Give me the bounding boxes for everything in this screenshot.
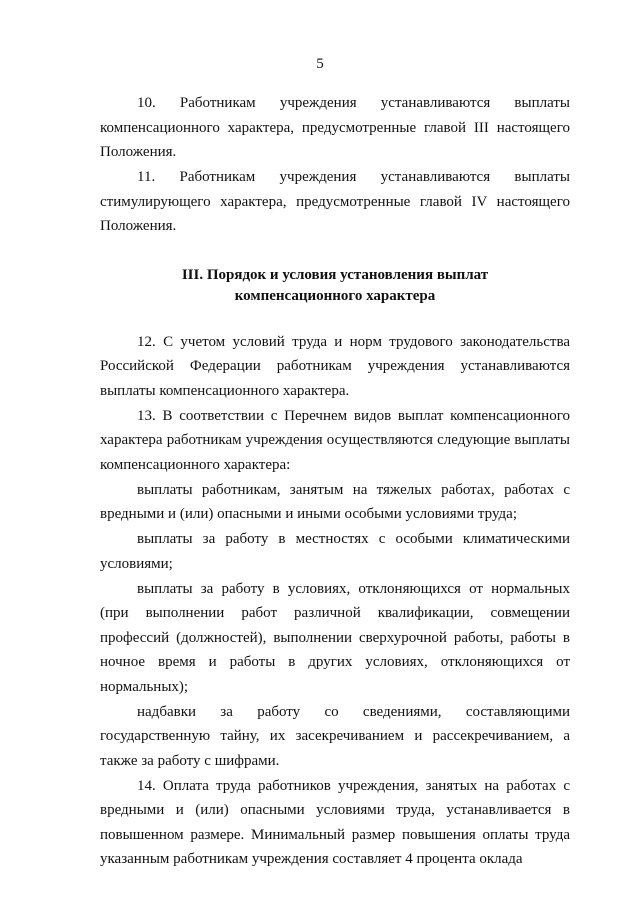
list-item-climate: выплаты за работу в местностях с особыми климатическими условиями; <box>100 531 570 572</box>
paragraph-12: 12. С учетом условий труда и норм трудового законодательства Российской Федерации работникам учреждения устанавливаются выплаты компенсационного характера. <box>100 333 570 399</box>
section-heading <box>100 265 570 307</box>
list-item-heavy-work: выплаты работникам, занятым на тяжелых работах, работах с вредными и (или) опасными и иными особыми условиями труда; <box>100 481 570 522</box>
document-body <box>100 91 570 872</box>
section-heading-line-1: III. Порядок и условия установления выплат <box>181 266 489 283</box>
paragraph-11: 11. Работникам учреждения устанавливаются выплаты стимулирующего характера, предусмотренные главой IV настоящего Положения. <box>100 169 570 234</box>
paragraph-14: 14. Оплата труда работников учреждения, занятых на работах с вредными и (или) опасными условиями труда, устанавливается в повышенном размере. Минимальный размер повышения оплаты труда указанным работникам учреждения составляет 4 процента оклада <box>100 777 570 867</box>
paragraph-13: 13. В соответствии с Перечнем видов выплат компенсационного характера работникам учреждения осуществляются следующие выплаты компенсационного характера: <box>100 407 570 473</box>
section-heading-line-2: компенсационного характера <box>234 287 436 304</box>
list-item-state-secret: надбавки за работу со сведениями, составляющими государственную тайну, их засекречиванием и рассекречиванием, а также за работу с шифрами. <box>100 703 570 769</box>
list-item-abnormal-conditions: выплаты за работу в условиях, отклоняющихся от нормальных (при выполнении работ различной квалификации, совмещении профессий (должностей), выполнении сверхурочной работы, работы в ночное время и работы в других условиях, отклоняющихся от нормальных); <box>100 580 570 695</box>
paragraph-10: 10. Работникам учреждения устанавливаются выплаты компенсационного характера, предусмотренные главой III настоящего Положения. <box>100 95 570 160</box>
page-number: 5 <box>316 56 324 72</box>
